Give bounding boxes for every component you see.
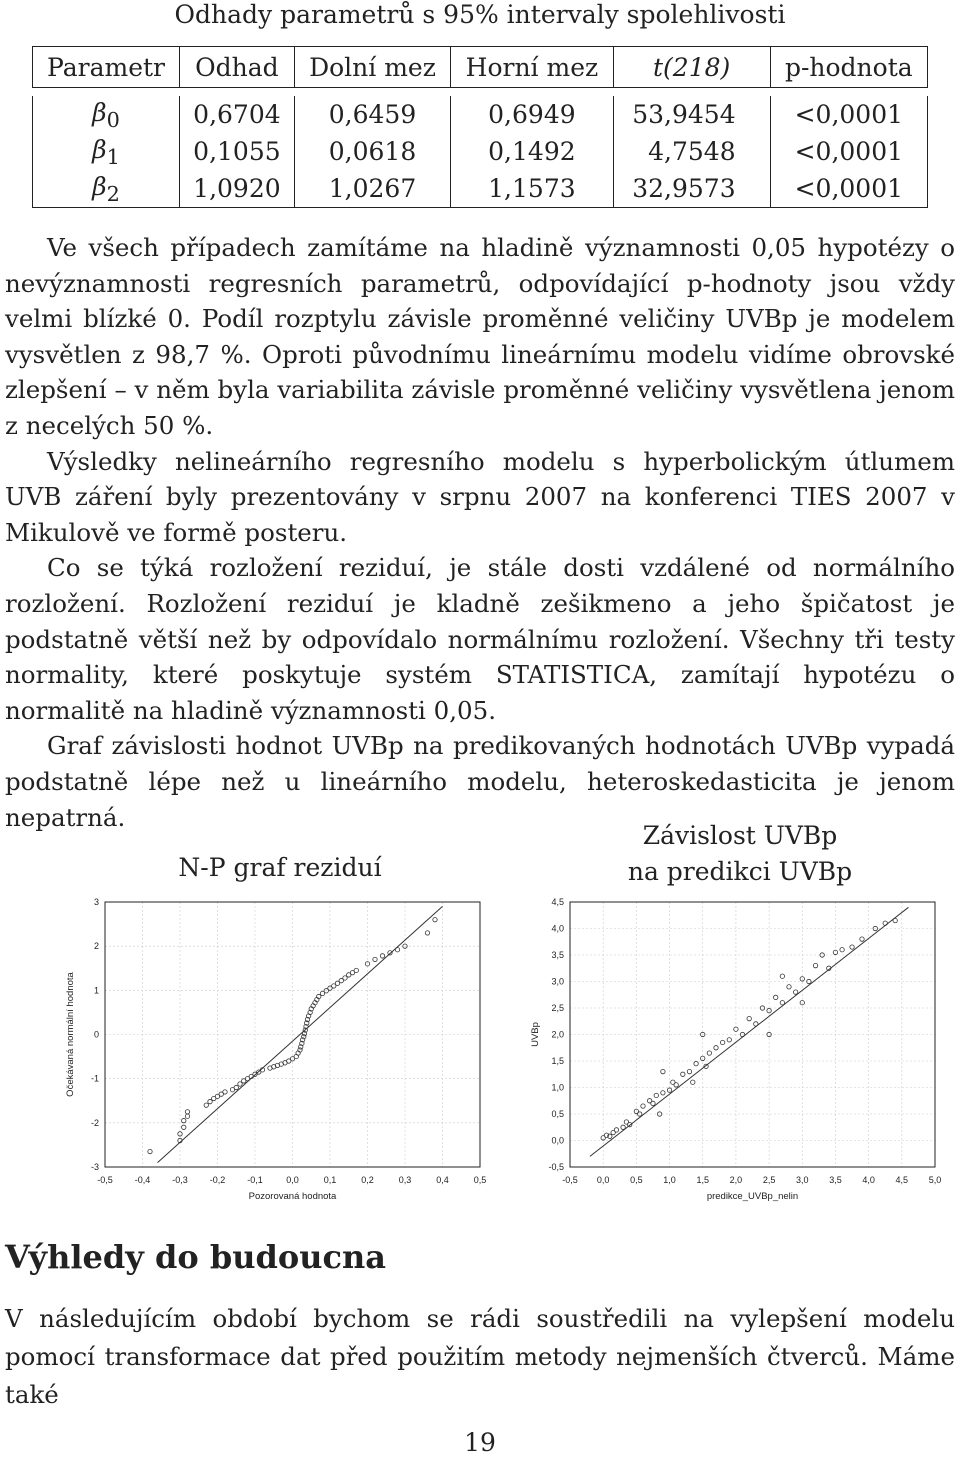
x-tick-label: 3,5 <box>829 1175 842 1185</box>
y-tick-label: 1 <box>93 985 99 996</box>
y-tick-label: -1 <box>90 1073 99 1084</box>
data-point <box>661 1069 665 1073</box>
lower-cell: 1,0267 <box>294 170 450 208</box>
data-point <box>687 1069 691 1073</box>
param-cell: $\beta_2$ <box>33 170 180 208</box>
y-tick-label: -3 <box>90 1162 99 1172</box>
data-point <box>373 957 377 961</box>
plot-frame <box>570 902 935 1167</box>
lower-cell: 0,0618 <box>294 133 450 170</box>
y-tick-label: 0,0 <box>551 1135 564 1146</box>
x-tick-label: 2,0 <box>729 1175 743 1185</box>
col-header: t(218) <box>613 47 770 88</box>
paragraph: Co se týká rozložení reziduí, je stále dosti vzdálené od normálního rozložení. Rozložení reziduí je kladně zešikmeno a jeho špičatost je podstatně větší než by odpovídalo normálnímu rozložení. Všechny tři testy normality, které poskytuje systém STATISTICA, zamítají hypotézu o normalitě na hladině významnosti 0,05. <box>5 553 955 725</box>
x-tick-label: 0,5 <box>630 1175 643 1185</box>
x-tick-label: -0,5 <box>562 1175 578 1185</box>
data-point <box>774 995 778 999</box>
y-tick-label: 1,5 <box>551 1056 564 1066</box>
x-tick-label: 2,5 <box>762 1175 776 1185</box>
data-point <box>707 1051 711 1055</box>
data-point <box>182 1118 186 1122</box>
table-caption: Odhady parametrů s 95% intervaly spolehlivosti <box>174 0 786 29</box>
data-point <box>614 1128 618 1132</box>
y-tick-label: 3 <box>93 897 99 907</box>
lower-cell: 0,6459 <box>294 96 450 133</box>
data-point <box>148 1149 152 1153</box>
y-tick-label: -0,5 <box>548 1162 564 1172</box>
t-cell: 4,7548 <box>613 133 770 170</box>
estimate-cell: 1,0920 <box>180 170 295 208</box>
col-header: Dolní mez <box>294 47 450 88</box>
estimate-cell: 0,1055 <box>180 133 295 170</box>
x-tick-label: -0,4 <box>134 1175 151 1185</box>
data-point <box>380 954 384 958</box>
y-tick-label: 0,5 <box>551 1109 564 1119</box>
x-tick-label: 0,4 <box>436 1175 449 1185</box>
table-row <box>33 133 928 170</box>
x-tick-label: 0,0 <box>596 1175 610 1185</box>
upper-cell: 1,1573 <box>451 170 613 208</box>
data-point <box>883 921 887 925</box>
table-row <box>33 96 928 133</box>
y-tick-label: 0 <box>93 1029 99 1040</box>
page-number: 19 <box>464 1428 496 1457</box>
paragraph: Výsledky nelineárního regresního modelu s hyperbolickým útlumem UVB záření byly prezentovány v srpnu 2007 na konferenci TIES 2007 v Mikulově ve formě posteru. <box>5 446 955 547</box>
data-point <box>787 985 791 989</box>
dep-chart-title-line1: Závislost UVBp <box>642 821 838 850</box>
dep-chart-title <box>580 818 900 890</box>
data-point <box>204 1103 208 1107</box>
table-header-row <box>33 47 928 88</box>
y-tick-label: 4,5 <box>551 897 564 907</box>
np-chart-title: N-P graf reziduí <box>178 853 382 882</box>
col-header: p-hodnota <box>770 47 927 88</box>
data-point <box>840 948 844 952</box>
y-tick-label: 3,0 <box>551 976 564 987</box>
y-tick-label: 2 <box>93 941 99 952</box>
data-point <box>860 937 864 941</box>
param-cell: $\beta_1$ <box>33 133 180 170</box>
parameter-table <box>32 46 928 208</box>
data-point <box>720 1040 724 1044</box>
y-axis-label: Očekávaná normální hodnota <box>65 972 76 1097</box>
data-point <box>433 917 437 921</box>
data-point <box>780 1001 784 1005</box>
x-axis-label: predikce_UVBp_nelin <box>706 1191 799 1202</box>
col-header: Odhad <box>180 47 295 88</box>
data-point <box>694 1061 698 1065</box>
paragraph: Graf závislosti hodnot UVBp na predikovaných hodnotách UVBp vypadá podstatně lépe než u lineárního modelu, heteroskedasticita je jenom nepatrná. <box>5 731 955 832</box>
data-point <box>793 990 797 994</box>
data-point <box>425 931 429 935</box>
table-row <box>33 170 928 208</box>
x-tick-label: 0,2 <box>361 1175 374 1185</box>
data-point <box>621 1125 625 1129</box>
data-point <box>714 1046 718 1050</box>
x-tick-label: -0,2 <box>209 1175 226 1185</box>
data-point <box>691 1080 695 1084</box>
upper-cell: 0,1492 <box>451 133 613 170</box>
y-tick-label: 3,5 <box>551 950 564 960</box>
p-cell: <0,0001 <box>770 96 927 133</box>
section-heading: Výhledy do budoucna <box>5 1238 386 1276</box>
x-tick-label: 0,1 <box>323 1175 337 1185</box>
p-cell: <0,0001 <box>770 170 927 208</box>
x-tick-label: 4,5 <box>895 1175 909 1185</box>
data-point <box>813 963 817 967</box>
data-point <box>343 976 347 980</box>
data-point <box>185 1110 189 1114</box>
y-tick-label: 2,5 <box>551 1003 564 1013</box>
x-tick-label: 1,5 <box>696 1175 709 1185</box>
x-tick-label: 0,3 <box>398 1175 412 1185</box>
np-residual-chart <box>60 890 500 1205</box>
x-tick-label: -0,3 <box>172 1175 188 1185</box>
data-point <box>641 1104 645 1108</box>
param-cell: $\beta_0$ <box>33 96 180 133</box>
data-point <box>727 1038 731 1042</box>
data-point <box>182 1125 186 1129</box>
x-tick-label: 0,0 <box>286 1175 299 1185</box>
data-point <box>850 945 854 949</box>
data-point <box>754 1022 758 1026</box>
x-axis-label: Pozorovaná hodnota <box>248 1191 337 1202</box>
data-point <box>674 1083 678 1087</box>
y-tick-label: 1,0 <box>551 1082 564 1093</box>
t-cell: 32,9573 <box>613 170 770 208</box>
x-tick-label: -0,1 <box>247 1175 263 1185</box>
bottom-paragraph: V následujícím období bychom se rádi soustředili na vylepšení modelu pomocí transformace dat před použitím metody nejmenších čtverců. Máme také <box>5 1304 955 1409</box>
data-point <box>651 1101 655 1105</box>
x-tick-label: 4,0 <box>862 1175 875 1185</box>
data-point <box>185 1114 189 1118</box>
y-tick-label: 2,0 <box>551 1029 564 1040</box>
y-tick-label: 4,0 <box>551 923 564 934</box>
y-axis-label: UVBp <box>530 1022 541 1047</box>
x-tick-label: -0,5 <box>97 1175 113 1185</box>
x-tick-label: 3,0 <box>796 1175 809 1185</box>
x-tick-label: 1,0 <box>663 1175 676 1185</box>
col-header: Horní mez <box>451 47 613 88</box>
data-point <box>208 1099 212 1103</box>
data-point <box>681 1072 685 1076</box>
data-point <box>238 1082 242 1086</box>
upper-cell: 0,6949 <box>451 96 613 133</box>
x-tick-label: 0,5 <box>473 1175 487 1185</box>
data-point <box>780 974 784 978</box>
reference-line <box>590 907 909 1156</box>
body-text <box>5 230 955 835</box>
y-tick-label: -2 <box>90 1117 99 1128</box>
reference-line <box>158 906 443 1162</box>
data-point <box>223 1090 227 1094</box>
paragraph: Ve všech případech zamítáme na hladině významnosti 0,05 hypotézy o nevýznamnosti regresních parametrů, odpovídající p-hodnoty jsou vždy velmi blízké 0. Podíl rozptylu závisle proměnné veličiny UVBp je modelem vysvětlen z 98,7 %. Oproti původnímu lineárnímu modelu vidíme obrovské zlepšení – v něm byla variabilita závisle proměnné veličiny vysvětlena jenom z necelých 50 %. <box>5 233 955 440</box>
x-tick-label: 5,0 <box>928 1175 942 1185</box>
data-point <box>354 968 358 972</box>
data-point <box>747 1016 751 1020</box>
estimate-cell: 0,6704 <box>180 96 295 133</box>
dep-chart-title-line2: na predikci UVBp <box>627 857 853 886</box>
t-cell: 53,9454 <box>613 96 770 133</box>
uvb-dependency-chart <box>520 890 950 1205</box>
p-cell: <0,0001 <box>770 133 927 170</box>
data-point <box>661 1091 665 1095</box>
data-point <box>654 1093 658 1097</box>
data-point <box>893 918 897 922</box>
data-point <box>395 948 399 952</box>
col-header: Parametr <box>33 47 180 88</box>
data-point <box>234 1085 238 1089</box>
